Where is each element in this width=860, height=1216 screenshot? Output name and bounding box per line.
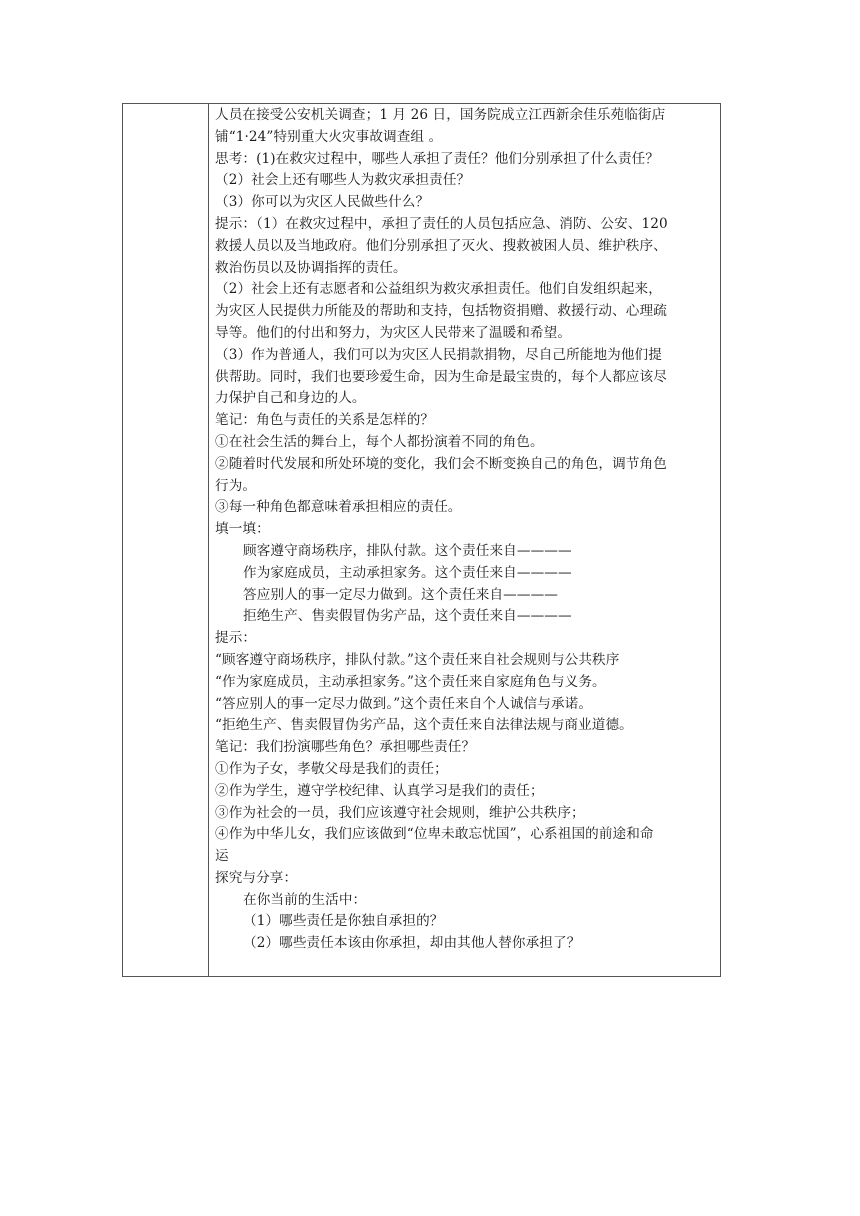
text-line: 答应别人的事一定尽力做到。这个责任来自———— xyxy=(243,586,558,603)
text-line: 拒绝生产、售卖假冒伪劣产品，这个责任来自———— xyxy=(243,608,572,625)
text-line: 作为家庭成员，主动承担家务。这个责任来自———— xyxy=(243,564,572,581)
text-line: “作为家庭成员，主动承担家务。”这个责任来自家庭角色与义务。 xyxy=(215,673,606,690)
text-line: ②作为学生，遵守学校纪律、认真学习是我们的责任； xyxy=(215,782,544,799)
text-line: 为灾区人民提供力所能及的帮助和支持，包括物资捐赠、救援行动、心理疏 xyxy=(215,303,667,320)
left-column-cell xyxy=(123,104,209,977)
text-line: ①在社会生活的舞台上，每个人都扮演着不同的角色。 xyxy=(215,433,544,450)
text-line: 运 xyxy=(215,848,229,865)
lesson-table xyxy=(122,103,721,977)
text-line: ④作为中华儿女，我们应该做到“位卑未敢忘忧国”，心系祖国的前途和命 xyxy=(215,826,654,843)
text-line: 铺“1·24”特别重大火灾事故调查组 。 xyxy=(215,128,443,145)
text-line: 提示： xyxy=(215,630,257,647)
lesson-content xyxy=(209,104,720,955)
text-line: 探究与分享： xyxy=(215,869,298,886)
text-line: ②随着时代发展和所处环境的变化，我们会不断变换自己的角色，调节角色 xyxy=(215,455,667,472)
text-line: ①作为子女，孝敬父母是我们的责任； xyxy=(215,760,448,777)
text-line: （2）社会上还有志愿者和公益组织为救灾承担责任。他们自发组织起来， xyxy=(215,281,662,298)
text-line: 填一填： xyxy=(215,521,270,538)
text-line: ③作为社会的一员，我们应该遵守社会规则，维护公共秩序； xyxy=(215,804,585,821)
text-line: 顾客遵守商场秩序，排队付款。这个责任来自———— xyxy=(243,542,572,559)
text-line: 力保护自己和身边的人。 xyxy=(215,390,366,407)
text-line: 行为。 xyxy=(215,477,257,494)
text-line: 思考：(1)在救灾过程中，哪些人承担了责任？他们分别承担了什么责任？ xyxy=(215,150,660,167)
text-line: “拒绝生产、售卖假冒伪劣产品，这个责任来自法律法规与商业道德。 xyxy=(215,717,633,734)
text-line: 救援人员以及当地政府。他们分别承担了灭火、搜救被困人员、维护秩序、 xyxy=(215,237,667,254)
text-line: （2）社会上还有哪些人为救灾承担责任？ xyxy=(215,172,471,189)
text-line: 笔记：我们扮演哪些角色？承担哪些责任？ xyxy=(215,739,476,756)
text-line: 导等。他们的付出和努力，为灾区人民带来了温暖和希望。 xyxy=(215,324,572,341)
text-line: 救治伤员以及协调指挥的责任。 xyxy=(215,259,407,276)
text-line: “答应别人的事一定尽力做到。”这个责任来自个人诚信与承诺。 xyxy=(215,695,593,712)
text-line: 供帮助。同时，我们也要珍爱生命，因为生命是最宝贵的，每个人都应该尽 xyxy=(215,368,667,385)
text-line: （3）你可以为灾区人民做些什么？ xyxy=(215,194,430,211)
text-line: 笔记：角色与责任的关系是怎样的？ xyxy=(215,412,435,429)
text-line: 人员在接受公安机关调查；1 月 26 日，国务院成立江西新余佳乐苑临街店 xyxy=(215,107,666,123)
text-line: ③每一种角色都意味着承担相应的责任。 xyxy=(215,499,462,516)
text-line: （2）哪些责任本该由你承担，却由其他人替你承担了？ xyxy=(243,935,581,952)
text-line: （1）哪些责任是你独自承担的？ xyxy=(243,913,444,930)
text-line: 提示：（1）在救灾过程中，承担了责任的人员包括应急、消防、公安、120 xyxy=(215,215,668,232)
table-row xyxy=(123,104,721,977)
text-line: 在你当前的生活中： xyxy=(243,891,367,908)
text-line: （3）作为普通人，我们可以为灾区人民捐款捐物，尽自己所能地为他们提 xyxy=(215,346,662,363)
content-cell xyxy=(209,104,721,977)
text-line: “顾客遵守商场秩序，排队付款。”这个责任来自社会规则与公共秩序 xyxy=(215,651,620,668)
